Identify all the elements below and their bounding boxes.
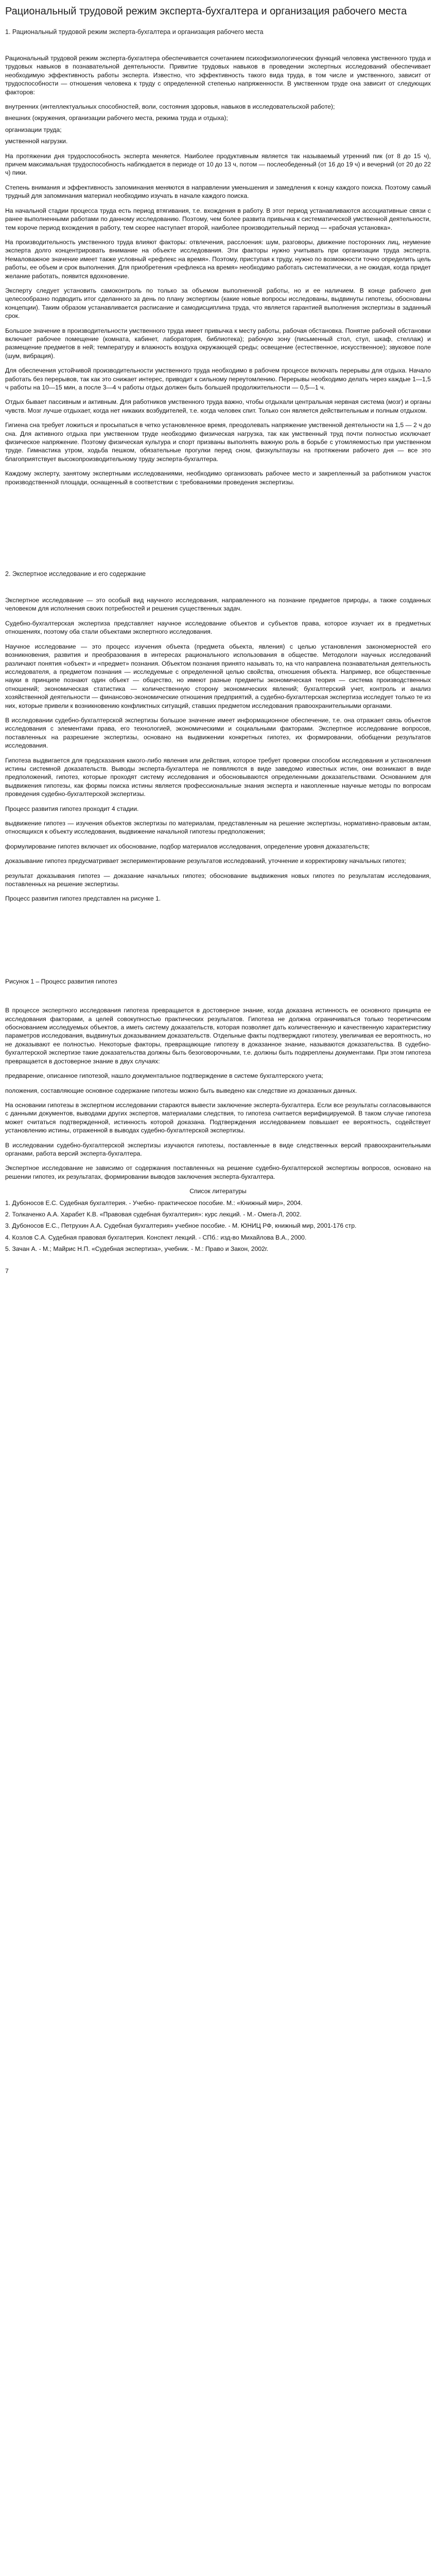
document-page <box>0 0 436 1280</box>
paragraph: На начальной стадии процесса труда есть период втягивания, т.е. вхождения в работу. В этот период устанавливаются ассоциативные связи с ранее выполненными работами по данному исследованию. Поэтому, чем более развита привычка к систематической умственной деятельности, тем короче период вхождения в работу, тем скорее наступает второй, наиболее производительный период — «рабочая установка». <box>5 207 431 231</box>
section-3-body <box>5 1006 431 1181</box>
paragraph: Гигиена сна требует ложиться и просыпаться в четко установленное время, преодолевать напряжение умственной деятельности на 1,5 — 2 ч до сна. Для активного отдыха при умственном труде необходимо физическая нагрузка, так как умственный труд почти полностью исключает физическое напряжение. Поэтому физическая культура и спорт призваны выполнять важную роль в борьбе с утомляемостью при умственном труде. Гимнастика утром, ходьба пешком, обязательные прогулки перед сном, физкультпаузы на протяжении рабочего дня — все это благоприятствует высокопроизводительному труду эксперта-бухгалтера. <box>5 421 431 463</box>
references-list <box>5 1199 431 1253</box>
references-heading: Список литературы <box>189 1188 247 1195</box>
list-item: внутренних (интеллектуальных способностей, воли, состояния здоровья, навыков в исследовательской работе); <box>5 103 335 111</box>
paragraph: Отдых бывает пассивным и активным. Для работников умственного труда важно, чтобы отдыхали центральная нервная система (мозг) и органы чувств. Мозг лучше отдыхает, когда нет никаких возбудителей, т.е. когда человек спит. Только сон является действительным и полным отдыхом. <box>5 398 431 414</box>
document-title: Рациональный трудовой режим эксперта-бухгалтера и организация рабочего места <box>5 6 407 17</box>
paragraph: Большое значение в производительности умственного труда имеет привычка к месту работы, рабочая обстановка. Понятие рабочей обстановки включает рабочее помещение (комната, кабинет, лаборатория, библиотека); рабочую зону (письменный стол, стул, шкаф, стеллаж) и размещение предметов в ней; температуру и влажность воздуха окружающей среды; освещение (естественное, искусственное); звуковое поле (шум, вибрация). <box>5 327 431 360</box>
paragraph: Каждому эксперту, занятому экспертными исследованиями, необходимо организовать рабочее место и закрепленный за работником участок производственной площади, оснащенный в соответствии с требованиями проведения экспертизы. <box>5 470 431 486</box>
paragraph: Процесс развития гипотез проходит 4 стадии. <box>5 805 139 812</box>
list-item: внешних (окружения, организации рабочего места, режима труда и отдыха); <box>5 114 228 122</box>
figure-placeholder <box>5 909 431 977</box>
paragraph: Для обеспечения устойчивой производительности умственного труда необходимо в рабочем процессе включать перерывы для отдыха. Начало работать без перерывов, так как это снижает интерес, приводит к сильному переутомлению. Перерывы необходимо делать через каждые 1—1,5 ч работы на 10—15 мин, а после 3—4 ч работы отдых должен быть большей продолжительности — 0,5—1 ч. <box>5 367 431 391</box>
list-item: организации труда; <box>5 126 62 133</box>
list-item: формулирование гипотез включает их обоснование, подбор материалов исследования, определение уровня доказательств; <box>5 842 370 850</box>
paragraph: Гипотеза выдвигается для предсказания какого-либо явления или действия, которое требует проверки способом исследования и установления истины системной доказательств. Выводы эксперта-бухгалтера не появляются в виде заведомо известных истин, они возникают в виде предположений, гипотез, которые проходят систему исследования и обосновываются определенными доказательствами. Основанием для выдвижения гипотезы, как формы поиска истины является профессиональные знания эксперта и накопленные научные методы по вопросам проведения судебно-бухгалтерской экспертизы. <box>5 756 431 798</box>
paragraph: На производительность умственного труда влияют факторы: отвлечения, расслоения: шум, разговоры, движение посторонних лиц, неумение эксперта долго концентрировать внимание на объекте исследования. Эти факторы нужно учитывать при организации труда эксперта. Немаловажное значение имеет также условный «рефлекс на время». Поэтому, приступая к труду, нужно по возможности точно определить цель работы, ее объем и срок выполнения. Для приобретения «рефлекса на время» необходимо работать систематически, а не ожидая, когда придет желание работать, появится вдохновение. <box>5 238 431 280</box>
paragraph: На основании гипотезы в экспертном исследовании стараются вывести заключение эксперта-бухгалтера. Если все результаты согласовываются с данными документов, выводами других экспертов, материалами следствия, то гипотеза считается верифицируемой. В таком случае гипотеза может считаться подтвержденной, истинность которой доказана. Подтверждения исследованием повышает ее вероятность, содействует установлению истины, отраженной в выводах судебно-бухгалтерской экспертизы. <box>5 1101 431 1134</box>
page-number: 7 <box>5 1267 9 1275</box>
list-item: доказывание гипотез предусматривает экспериментирование результатов исследований, уточнение и корректировку начальных гипотез; <box>5 857 406 865</box>
list-item: умственной нагрузки. <box>5 138 68 145</box>
paragraph: В исследовании судебно-бухгалтерской экспертизы изучаются гипотезы, поставленные в виде следственных версий правоохранительными органами, работа версий эксперта-бухгалтера. <box>5 1141 431 1157</box>
section-2-heading: 2. Экспертное исследование и его содержание <box>5 570 146 578</box>
paragraph: На протяжении дня трудоспособность эксперта меняется. Наиболее продуктивным является так называемый утренний пик (от 8 до 15 ч), причем максимальная трудоспособность наблюдается в периоде от 10 до 13 ч, потом — послеобеденный (от 16 до 19 ч) и вечерний (от 20 до 22 ч) пики. <box>5 152 431 177</box>
paragraph: Степень внимания и эффективность запоминания меняются в направлении уменьшения и замедления к концу каждого поиска. Поэтому самый трудный для запоминания материал необходимо изучать в начале каждого поиска. <box>5 183 431 200</box>
reference-item: 3. Дубоносов Е.С., Петрухин А.А. Судебная бухгалтерия» учебное пособие. - М. ЮНИЦ РФ, книжный мир, 2001-176 стр. <box>5 1222 357 1230</box>
paragraph: Процесс развития гипотез представлен на рисунке 1. <box>5 895 161 903</box>
paragraph: В исследовании судебно-бухгалтерской экспертизы большое значение имеет информационное обеспечение, т.е. она отражает связь объектов исследования с элементами права, его технологией, экономическими и социальными факторами. Экспертное исследование вопросов, поставленных на разрешение экспертизы, основано на выдвижении конкретных гипотез, их формировании, обобщении результатов исследования. <box>5 716 431 750</box>
reference-item: 1. Дубоносов Е.С. Судебная бухгалтерия. - Учебно- практическое пособие. М.: «Книжный мир», 2004. <box>5 1199 303 1207</box>
list-item: выдвижение гипотез — изучения объектов экспертизы по материалам, представленным на решение экспертизы, нормативно-правовым актам, относящихся к объекту исследования, выдвижение начальной гипотезы предположения; <box>5 820 431 836</box>
paragraph: Рациональный трудовой режим эксперта-бухгалтера обеспечивается сочетанием психофизиологических функций человека умственного труда и трудовых навыков в познавательной деятельности. Привитие трудовых навыков в проведении экспертных исследований обеспечивает необходимую эффективность работы эксперта. Известно, что эффективность такого вида труда, в том числе и умственного, зависит от трудоспособности — отношения человека к труду с определенной степенью напряженности. В умственном труде она зависит от следующих факторов: <box>5 55 431 96</box>
reference-item: 4. Козлов С.А. Судебная правовая бухгалтерия. Конспект лекций. - СПб.: изд-во Михайлова В.А., 2000. <box>5 1233 307 1241</box>
paragraph: В процессе экспертного исследования гипотеза превращается в достоверное знание, когда доказана истинность ее основного принципа ее исследования факторами, а целей совокупностью практических результатов. Гипотеза не должна ограничиваться только теоретическим обоснованием исследуемых объектов, а иметь систему доказательств, которая позволяет дать количественную и качественную характеристику параметров исследования, выдвинутых доказыванием доказательств. Отдельные факты подтверждают гипотезу, увеличивая ее вероятность, но не доказывают ее полностью. Некоторые факторы, превращающие гипотезу в доказанное знание, называются доказательства. В судебно-бухгалтерской экспертизе такие доказательства должны быть безоговорочными, т.е. должны быть подкреплены документами. При этом гипотеза превращается в достоверное знание в двух случаях: <box>5 1007 431 1065</box>
section-1-body <box>5 54 431 486</box>
reference-item: 2. Толкаченко А.А. Харабет К.В. «Правовая судебная бухгалтерия»: курс лекций. - М.- Омега-Л, 2002. <box>5 1210 302 1218</box>
figure-caption: Рисунок 1 – Процесс развития гипотез <box>5 977 117 985</box>
paragraph: Экспертное исследование не зависимо от содержания поставленных на решение судебно-бухгалтерской экспертизы вопросов, основано на решении гипотез, их результатах, формировании выводов заключения эксперта-бухгалтера. <box>5 1164 431 1180</box>
reference-item: 5. Зачан А. - М.; Майрис Н.П. «Судебная экспертиза», учебник. - М.: Право и Закон, 2002г. <box>5 1245 269 1253</box>
list-item: результат доказывания гипотез — доказание начальных гипотез; обоснование выдвижения новых гипотез по результатам исследования, поставленных на решение экспертизы. <box>5 872 431 888</box>
blank-space <box>5 493 431 570</box>
section-2-body <box>5 596 431 903</box>
section-1-heading: 1. Рациональный трудовой режим эксперта-бухгалтера и организация рабочего места <box>5 28 264 36</box>
paragraph: Научное исследование — это процесс изучения объекта (предмета обьекта, явления) с целью установления закономерностей его возникновения, развития и преобразования в интересах рационального использования в обществе. Методологи научных исследований различают понятия «объект» и «предмет» познания. Объектом познания принято называть то, на что направлена познавательная деятельность исследователя, а предметом познания — исследуемые с определенной целью свойства, отношения объекта. Например, все общественные науки в принципе познают один объект — общество, но имеют разные предметы экономическая теория — система производственных отношений; экономическая статистика — количественную сторону экономических явлений; бухгалтерский учет, контроль и анализ хозяйственной деятельности — финансово-экономические отношения предприятий, а судебно-бухгалтерская экспертиза исследует только те из них, которые привели к возникновению конфликтных ситуаций, ставших предметом исследования правоохранительными органами. <box>5 642 431 709</box>
list-item: предварение, описанное гипотезой, нашло документальное подтверждение в системе бухгалтерского учета; <box>5 1072 323 1080</box>
paragraph: Экспертное исследование — это особый вид научного исследования, направленного на познание предметов природы, а также созданных человеком для исполнения своих потребностей и решения существенных задач. <box>5 597 431 613</box>
paragraph: Судебно-бухгалтерская экспертиза представляет научное исследование объектов и субъектов права, которое изучает их в предметных отношениях, поэтому оба стали объектами экспертного исследования. <box>5 619 431 636</box>
list-item: положения, составляющие основное содержание гипотезы можно быть выведено как следствие из доказанных данных. <box>5 1087 357 1094</box>
paragraph: Эксперту следует установить самоконтроль по только за объемом выполненной работы, но и ее наличием. В конце рабочего дня целесообразно подводить итог сделанного за день по плану экспертизы (какие новые вопросы исследованы, выдвинуты гипотезы, обоснованы концепции). Таким образом устанавливается расписание и самодисциплина труда, что является гарантией выполнения экспертизы в заданный срок. <box>5 286 431 320</box>
